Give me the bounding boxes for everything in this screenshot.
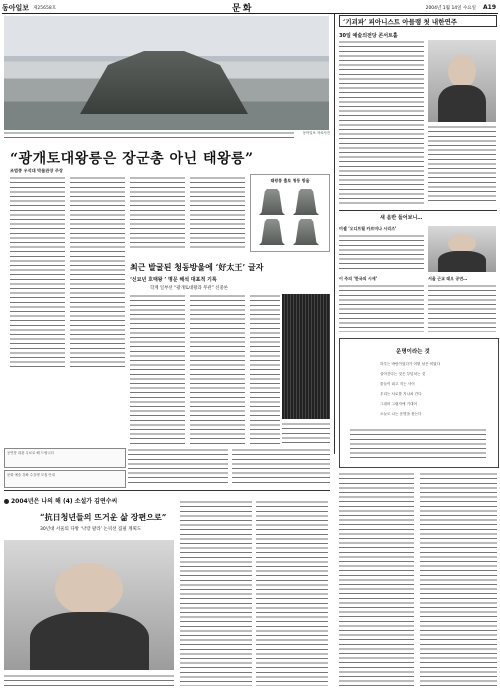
- main-headline: “광개토대왕릉은 장군총 아닌 태왕릉”: [10, 151, 254, 167]
- photo-caption: [4, 131, 294, 139]
- photo-credit: 동아일보 자료사진: [302, 131, 330, 135]
- bell-front: [259, 189, 285, 215]
- album-item-1-text: [339, 234, 424, 272]
- issue-number: 제25658호: [33, 5, 57, 11]
- second-headline: 최근 발굴된 청동방울에 ‘好太王’ 글자: [130, 262, 264, 272]
- main-text-col2: [70, 176, 125, 371]
- rubbing-caption: [282, 422, 330, 444]
- second-text-col1: [130, 294, 185, 444]
- poem-line: 꽃들이 피고 지는 사이: [380, 382, 415, 386]
- second-subhead-2: 학계 일부선 “광개토대왕과 무관” 신중론: [150, 286, 228, 291]
- musician-photo: [428, 226, 496, 272]
- novel-headline: “抗日청년들의 뜨거운 삶 장편으로”: [40, 512, 167, 522]
- main-text-col4: [190, 176, 245, 248]
- album-item-2-text: [339, 284, 424, 332]
- pianist-subhead: 30일 예술의전당 콘서트홀: [339, 33, 398, 39]
- page-header: [2, 2, 498, 14]
- bell-inset-box: [250, 174, 330, 252]
- novelist-caption: [4, 674, 174, 686]
- poem-line: 오늘도 나는 운명을 묻는다: [380, 412, 422, 416]
- poem-line: 그대의 그림자에 기대어: [380, 402, 417, 406]
- novel-text-col2: [256, 500, 328, 686]
- ad-box-1: 공연장 대관 무료로 해 드립니다: [4, 448, 126, 468]
- section-title: 문화: [232, 4, 254, 14]
- poem-line: 살아간다는 것은 부딪치는 것: [380, 372, 426, 376]
- ad-box-2: 문화 예술 강좌 수강생 모집 안내: [4, 470, 126, 488]
- poem-title: 운명이라는 것: [396, 349, 430, 355]
- album-item-1: 미셸 ‘오디프릴 카르미나 시리즈’: [339, 226, 397, 231]
- section-rule: [4, 490, 330, 491]
- pianist-face: [448, 55, 475, 88]
- pianist-text-col1: [339, 40, 424, 205]
- album-item-3-text: [428, 284, 496, 332]
- page-number: A19: [483, 4, 496, 11]
- pianist-body: [438, 85, 486, 122]
- bell-back: [293, 189, 319, 215]
- stele-rubbing-image: [282, 294, 330, 419]
- main-text-col3: [130, 176, 185, 248]
- bell-side: [259, 219, 285, 245]
- album-item-2: 이 주의 ‘한국의 시세’: [339, 276, 378, 281]
- second-subhead: ‘신묘년 호태왕 ’ 명문 해석 대표적 기록: [130, 277, 217, 283]
- tomb-photo: [4, 16, 329, 130]
- poem-commentary: [350, 428, 486, 458]
- bullet-icon: [4, 499, 9, 504]
- main-byline: 조법종 우석대 박물관장 주장: [10, 168, 63, 173]
- novel-text-col1: [180, 500, 252, 686]
- poem-line: 우리는 서로를 지나쳐 간다: [380, 392, 422, 396]
- bell-inscription: [293, 219, 319, 245]
- novel-subhead: 30년대 서울의 다방 ‘낙랑 팔라’ 논픽션 집필 계획도: [40, 527, 142, 532]
- album-item-3: 서울 근교 태오 공연…: [428, 276, 468, 281]
- second-text-col2: [190, 294, 245, 444]
- novel-text-col3: [339, 472, 414, 686]
- inset-title: 태왕릉 출토 청동 방울: [270, 178, 310, 183]
- main-text-col1: [10, 176, 65, 371]
- right-divider: [339, 210, 497, 211]
- newspaper-logo: 동아일보: [2, 3, 30, 12]
- novel-text-col4: [420, 472, 497, 686]
- pianist-headline: ‘기괴파’ 피아니스트 아믈랭 첫 내한연주: [339, 15, 497, 27]
- poem-line: 하루는 바람이었다가 어떤 날은 비였다: [380, 362, 441, 366]
- publication-date: 2004년 1월 14일 수요일: [425, 5, 476, 11]
- pianist-text-col2: [428, 125, 496, 205]
- column-divider: [334, 14, 335, 454]
- novelist-photo: [4, 540, 174, 670]
- ad-text-block-2: [232, 448, 330, 486]
- novel-series-tag: 2004년은 나의 해 (4) 소설가 김연수씨: [4, 496, 117, 505]
- new-album-heading: 새 음반 들어보니…: [380, 215, 423, 221]
- tomb-mound: [64, 44, 264, 114]
- second-text-col3: [250, 294, 280, 444]
- ad-text-block-1: [128, 448, 228, 486]
- pianist-portrait: [428, 40, 496, 122]
